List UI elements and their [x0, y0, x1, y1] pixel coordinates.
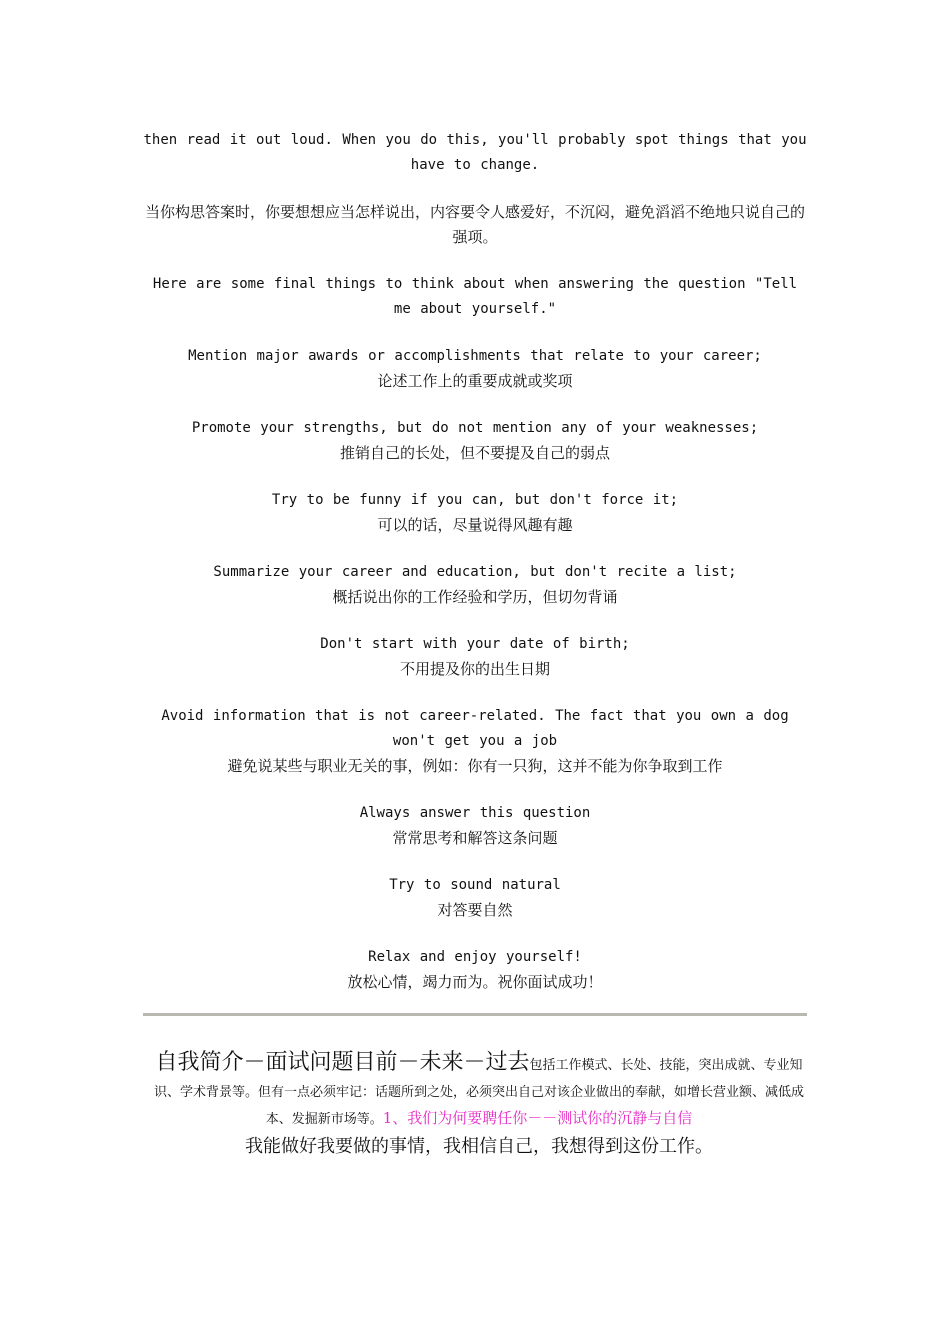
english-text: Try to sound natural [389, 877, 561, 893]
paragraph-block [143, 272, 807, 322]
english-text: Here are some final things to think about when answering the question "Tell me about yourself." [152, 276, 798, 317]
section-intro [143, 1050, 815, 1132]
tip-block [143, 560, 807, 610]
english-text: Promote your strengths, but do not mention any of your weaknesses; [191, 420, 759, 436]
paragraph-block [143, 200, 807, 250]
english-text: Mention major awards or accomplishments that relate to your career; [188, 348, 762, 364]
paragraph-block [143, 128, 807, 178]
tip-block [143, 416, 807, 466]
chinese-text: 推销自己的长处，但不要提及自己的弱点 [339, 444, 610, 462]
question-heading: 1、我们为何要聘任你－－测试你的沉静与自信 [382, 1109, 693, 1127]
tip-block [143, 873, 807, 923]
tip-block [143, 801, 807, 851]
chinese-text: 对答要自然 [437, 901, 513, 919]
english-text: Relax and enjoy yourself! [368, 949, 582, 965]
section-title: 自我简介－面试问题目前－未来－过去 [155, 1050, 530, 1075]
chinese-text: 避免说某些与职业无关的事，例如：你有一只狗，这并不能为你争取到工作 [227, 757, 723, 775]
tip-block [143, 704, 807, 779]
english-text: Avoid information that is not career-related. The fact that you own a dog won't get you a job [161, 708, 789, 749]
chinese-text: 放松心情，竭力而为。祝你面试成功！ [347, 973, 603, 991]
document-body [143, 128, 807, 1017]
tip-block [143, 945, 807, 995]
chinese-text: 当你构思答案时，你要想想应当怎样说出，内容要令人感爱好，不沉闷，避免滔滔不绝地只说自己的强项。 [144, 203, 805, 246]
self-intro-section [143, 1050, 815, 1162]
chinese-text: 可以的话，尽量说得风趣有趣 [377, 516, 573, 534]
tip-block [143, 632, 807, 682]
answer-text: 我能做好我要做的事情，我相信自己，我想得到这份工作。 [245, 1136, 713, 1157]
english-text: Always answer this question [359, 805, 591, 821]
chinese-text: 论述工作上的重要成就或奖项 [377, 372, 573, 390]
english-text: then read it out loud. When you do this, you'll probably spot things that you have to change. [143, 132, 807, 173]
chinese-text: 概括说出你的工作经验和学历，但切勿背诵 [332, 588, 618, 606]
english-text: Try to be funny if you can, but don't force it; [271, 492, 679, 508]
section-note: 包括工作模式、长处、技能，突出成就、专业知识、学术背景等。但有一点必须牢记：话题所到之处，必须突出自己对该企业做出的奉献，如增长营业额、减低成本、发掘新市场等。 [153, 1058, 804, 1127]
horizontal-divider [143, 1013, 807, 1016]
english-text: Don't start with your date of birth; [320, 636, 630, 652]
tip-block [143, 344, 807, 394]
english-text: Summarize your career and education, but don't recite a list; [213, 564, 737, 580]
chinese-text: 常常思考和解答这条问题 [392, 829, 558, 847]
chinese-text: 不用提及你的出生日期 [399, 660, 550, 678]
tip-block [143, 488, 807, 538]
